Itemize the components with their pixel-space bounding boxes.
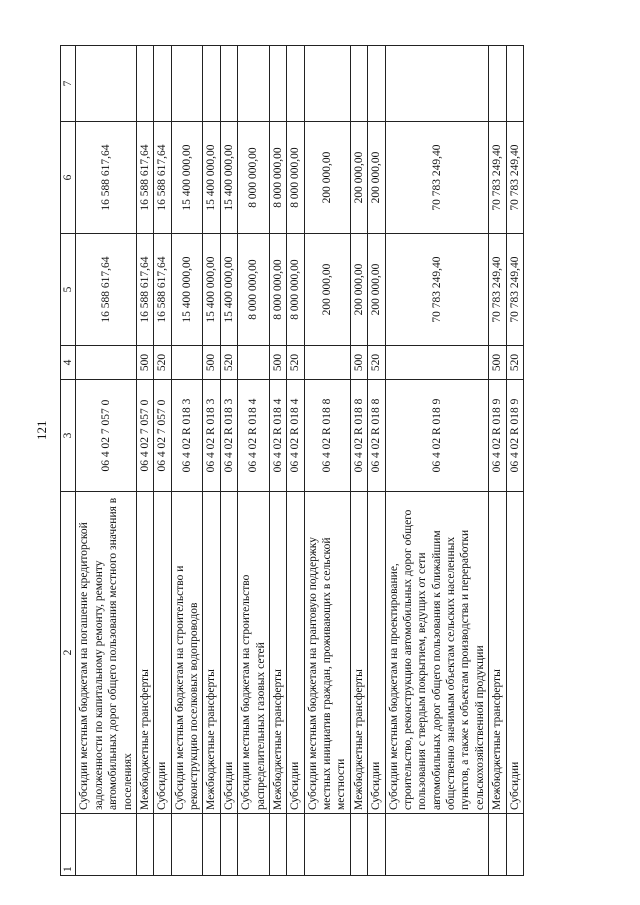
col7-cell	[76, 46, 137, 122]
item-name-cell: Межбюджетные трансферты	[136, 492, 153, 814]
table-row	[238, 46, 270, 876]
amount-col5-cell: 15 400 000,00	[203, 234, 220, 346]
amount-col6-cell: 16 588 617,64	[154, 122, 171, 234]
item-name-cell: Субсидии	[154, 492, 171, 814]
column-header: 4	[61, 346, 76, 380]
amount-col5-cell: 8 000 000,00	[238, 234, 270, 346]
row-number-cell	[304, 814, 350, 876]
col7-cell	[203, 46, 220, 122]
target-code-cell: 06 4 02 7 057 0	[76, 380, 137, 492]
row-number-cell	[506, 814, 523, 876]
item-name-cell: Субсидии местным бюджетам на проектирование, строительство, реконструкцию автомобильных дорог общего пользования с твердым покрытием, ведущих от сети автомобильных дорог общего пользования к ближайшим общественно значимым объектам сельских населенных пунктов, а также к объектам производства и переработки сельскохозяйственной продукции	[385, 492, 489, 814]
row-number-cell	[171, 814, 203, 876]
col7-cell	[220, 46, 237, 122]
col7-cell	[287, 46, 304, 122]
amount-col6-cell: 200 000,00	[368, 122, 385, 234]
row-number-cell	[287, 814, 304, 876]
expense-type-cell: 520	[154, 346, 171, 380]
expense-type-cell	[76, 346, 137, 380]
table-body	[76, 46, 524, 876]
table-row	[506, 46, 523, 876]
amount-col6-cell: 70 783 249,40	[506, 122, 523, 234]
expense-type-cell	[238, 346, 270, 380]
amount-col5-cell: 200 000,00	[304, 234, 350, 346]
col7-cell	[238, 46, 270, 122]
target-code-cell: 06 4 02 R 018 4	[269, 380, 286, 492]
column-header: 6	[61, 122, 76, 234]
col7-cell	[269, 46, 286, 122]
amount-col5-cell: 70 783 249,40	[506, 234, 523, 346]
row-number-cell	[76, 814, 137, 876]
amount-col5-cell: 16 588 617,64	[154, 234, 171, 346]
target-code-cell: 06 4 02 R 018 4	[287, 380, 304, 492]
expense-type-cell: 500	[269, 346, 286, 380]
expense-type-cell	[171, 346, 203, 380]
target-code-cell: 06 4 02 R 018 3	[220, 380, 237, 492]
item-name-cell: Субсидии	[287, 492, 304, 814]
amount-col5-cell: 70 783 249,40	[385, 234, 489, 346]
table-row	[287, 46, 304, 876]
amount-col6-cell: 16 588 617,64	[76, 122, 137, 234]
table-row	[489, 46, 506, 876]
target-code-cell: 06 4 02 R 018 8	[368, 380, 385, 492]
column-header: 5	[61, 234, 76, 346]
expense-type-cell: 500	[350, 346, 367, 380]
table-row	[154, 46, 171, 876]
amount-col6-cell: 8 000 000,00	[287, 122, 304, 234]
target-code-cell: 06 4 02 R 018 8	[304, 380, 350, 492]
row-number-cell	[269, 814, 286, 876]
table-row	[76, 46, 137, 876]
item-name-cell: Межбюджетные трансферты	[203, 492, 220, 814]
table-row	[304, 46, 350, 876]
expense-type-cell: 520	[506, 346, 523, 380]
target-code-cell: 06 4 02 R 018 8	[350, 380, 367, 492]
item-name-cell: Субсидии местным бюджетам на погашение кредиторской задолженности по капитальному ремонту, ремонту автомобильных дорог общего пользования местного значения в поселениях	[76, 492, 137, 814]
amount-col5-cell: 15 400 000,00	[171, 234, 203, 346]
col7-cell	[506, 46, 523, 122]
row-number-cell	[368, 814, 385, 876]
table-row	[350, 46, 367, 876]
column-header: 2	[61, 492, 76, 814]
target-code-cell: 06 4 02 7 057 0	[154, 380, 171, 492]
item-name-cell: Субсидии местным бюджетам на грантовую поддержку местных инициатив граждан, проживающих в сельской местности	[304, 492, 350, 814]
col7-cell	[368, 46, 385, 122]
target-code-cell: 06 4 02 R 018 3	[203, 380, 220, 492]
row-number-cell	[220, 814, 237, 876]
item-name-cell: Субсидии	[220, 492, 237, 814]
item-name-cell: Субсидии	[368, 492, 385, 814]
table-header-row	[61, 46, 76, 876]
row-number-cell	[203, 814, 220, 876]
column-header: 3	[61, 380, 76, 492]
amount-col5-cell: 16 588 617,64	[76, 234, 137, 346]
amount-col6-cell: 8 000 000,00	[269, 122, 286, 234]
amount-col5-cell: 16 588 617,64	[136, 234, 153, 346]
budget-table	[60, 45, 524, 876]
expense-type-cell	[385, 346, 489, 380]
column-header: 7	[61, 46, 76, 122]
col7-cell	[350, 46, 367, 122]
row-number-cell	[136, 814, 153, 876]
item-name-cell: Субсидии местным бюджетам на строительство распределительных газовых сетей	[238, 492, 270, 814]
amount-col6-cell: 15 400 000,00	[171, 122, 203, 234]
expense-type-cell: 520	[220, 346, 237, 380]
amount-col6-cell: 16 588 617,64	[136, 122, 153, 234]
amount-col6-cell: 15 400 000,00	[203, 122, 220, 234]
amount-col5-cell: 70 783 249,40	[489, 234, 506, 346]
col7-cell	[136, 46, 153, 122]
rotated-table-container	[60, 46, 565, 876]
target-code-cell: 06 4 02 R 018 9	[506, 380, 523, 492]
amount-col6-cell: 70 783 249,40	[385, 122, 489, 234]
table-row	[385, 46, 489, 876]
amount-col6-cell: 70 783 249,40	[489, 122, 506, 234]
table-row	[269, 46, 286, 876]
item-name-cell: Субсидии	[506, 492, 523, 814]
expense-type-cell: 500	[489, 346, 506, 380]
table-row	[136, 46, 153, 876]
amount-col5-cell: 200 000,00	[350, 234, 367, 346]
row-number-cell	[154, 814, 171, 876]
expense-type-cell: 520	[287, 346, 304, 380]
amount-col5-cell: 15 400 000,00	[220, 234, 237, 346]
target-code-cell: 06 4 02 R 018 4	[238, 380, 270, 492]
expense-type-cell	[304, 346, 350, 380]
row-number-cell	[238, 814, 270, 876]
item-name-cell: Межбюджетные трансферты	[350, 492, 367, 814]
target-code-cell: 06 4 02 R 018 3	[171, 380, 203, 492]
amount-col6-cell: 8 000 000,00	[238, 122, 270, 234]
amount-col5-cell: 8 000 000,00	[287, 234, 304, 346]
expense-type-cell: 520	[368, 346, 385, 380]
target-code-cell: 06 4 02 R 018 9	[385, 380, 489, 492]
expense-type-cell: 500	[136, 346, 153, 380]
item-name-cell: Субсидии местным бюджетам на строительство и реконструкцию поселковых водопроводов	[171, 492, 203, 814]
item-name-cell: Межбюджетные трансферты	[489, 492, 506, 814]
table-row	[220, 46, 237, 876]
col7-cell	[154, 46, 171, 122]
col7-cell	[489, 46, 506, 122]
column-header: 1	[61, 814, 76, 876]
expense-type-cell: 500	[203, 346, 220, 380]
table-row	[171, 46, 203, 876]
col7-cell	[171, 46, 203, 122]
target-code-cell: 06 4 02 7 057 0	[136, 380, 153, 492]
item-name-cell: Межбюджетные трансферты	[269, 492, 286, 814]
amount-col6-cell: 200 000,00	[350, 122, 367, 234]
amount-col5-cell: 8 000 000,00	[269, 234, 286, 346]
col7-cell	[385, 46, 489, 122]
col7-cell	[304, 46, 350, 122]
row-number-cell	[350, 814, 367, 876]
row-number-cell	[385, 814, 489, 876]
table-row	[368, 46, 385, 876]
target-code-cell: 06 4 02 R 018 9	[489, 380, 506, 492]
amount-col6-cell: 200 000,00	[304, 122, 350, 234]
amount-col5-cell: 200 000,00	[368, 234, 385, 346]
table-row	[203, 46, 220, 876]
amount-col6-cell: 15 400 000,00	[220, 122, 237, 234]
row-number-cell	[489, 814, 506, 876]
page-number: 121	[34, 420, 49, 440]
